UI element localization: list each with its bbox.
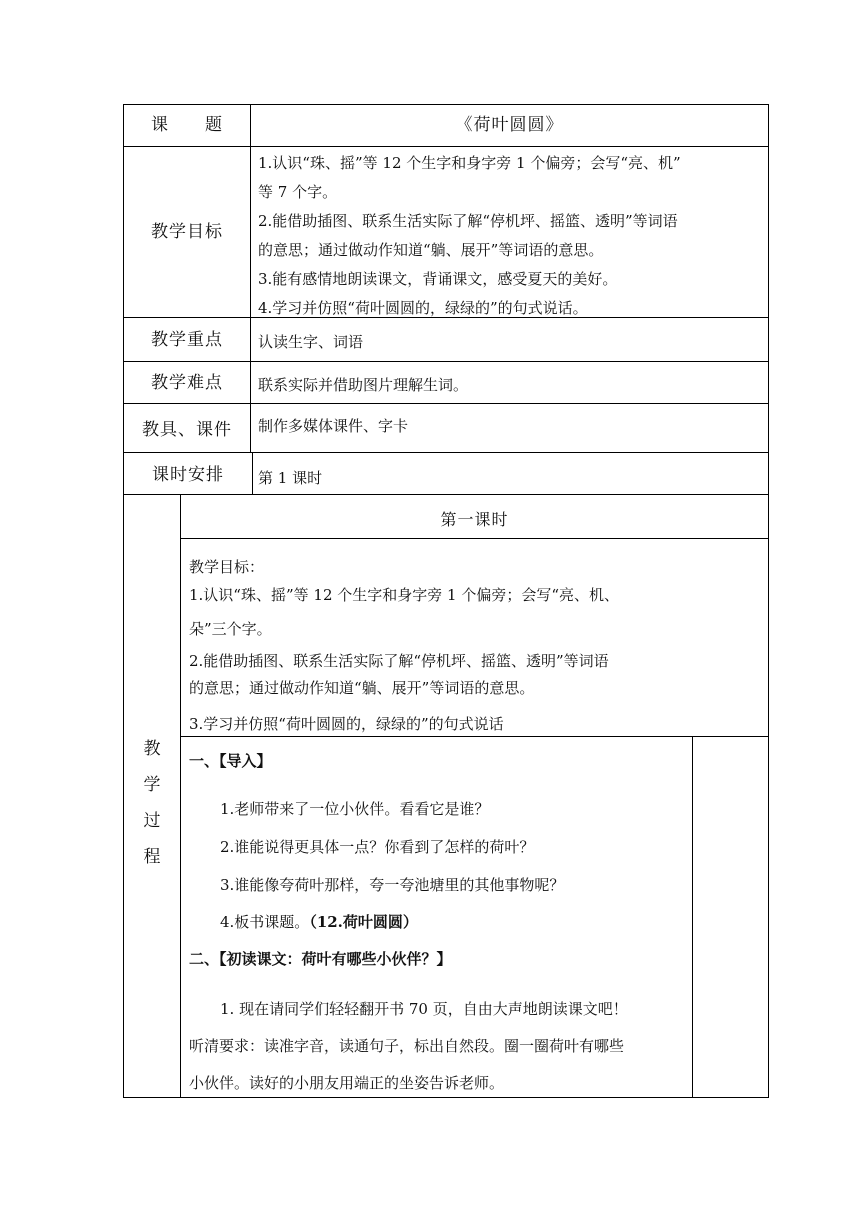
objectives-label: 教学目标 xyxy=(151,222,223,242)
paragraph-line: 听清要求：读准字音，读通句子，标出自然段。圈一圈荷叶有哪些 xyxy=(189,1037,625,1055)
notes-column-divider xyxy=(692,736,693,1097)
row-divider xyxy=(180,538,769,539)
schedule-value: 第 1 课时 xyxy=(258,469,323,487)
objective-line: 等 7 个字。 xyxy=(258,183,338,201)
list-item: 3.谁能像夸荷叶那样，夸一夸池塘里的其他事物呢？ xyxy=(220,876,565,894)
list-item xyxy=(220,911,418,932)
lesson-period-title: 第一课时 xyxy=(440,510,509,529)
objective-line: 2.能借助插图、联系生活实际了解“停机坪、摇篮、透明”等词语 xyxy=(258,212,678,230)
row-divider xyxy=(180,736,769,737)
section-heading: 一、【导入】 xyxy=(189,752,272,770)
difficulties-label: 教学难点 xyxy=(151,373,223,393)
table-border-bottom xyxy=(123,1097,769,1098)
schedule-label: 课时安排 xyxy=(152,465,224,485)
list-item-text: 4.板书课题。 xyxy=(220,913,310,931)
key-points-value: 认读生字、词语 xyxy=(258,333,364,351)
list-item: 1.老师带来了一位小伙伴。看看它是谁？ xyxy=(220,800,490,818)
objective-line: 的意思；通过做动作知道“躺、展开”等词语的意思。 xyxy=(258,241,604,259)
objective-line: 3.能有感情地朗读课文，背诵课文，感受夏天的美好。 xyxy=(258,270,618,288)
goal-line: 3.学习并仿照“荷叶圆圆的，绿绿的”的句式说话 xyxy=(189,715,504,733)
process-label-char: 程 xyxy=(143,847,161,867)
label-column-divider xyxy=(250,104,251,452)
lesson-title: 《荷叶圆圆》 xyxy=(455,115,564,135)
process-label-char: 教 xyxy=(143,739,161,759)
paragraph-line: 小伙伴。读好的小朋友用端正的坐姿告诉老师。 xyxy=(189,1074,505,1092)
goal-line: 教学目标： xyxy=(189,558,265,576)
key-points-label: 教学重点 xyxy=(151,330,223,350)
goal-line: 1.认识“珠、摇”等 12 个生字和身字旁 1 个偏旁；会写“亮、机、 xyxy=(189,586,620,604)
materials-label: 教具、课件 xyxy=(142,420,232,440)
process-label-char: 过 xyxy=(143,811,161,831)
objective-line: 4.学习并仿照“荷叶圆圆的，绿绿的”的句式说话。 xyxy=(258,299,588,317)
list-item: 2.谁能说得更具体一点？你看到了怎样的荷叶？ xyxy=(220,838,535,856)
board-title: （12.荷叶圆圆） xyxy=(309,913,418,931)
paragraph-line: 1. 现在请同学们轻轻翻开书 70 页，自由大声地朗读课文吧！ xyxy=(220,1000,628,1018)
process-label-char: 学 xyxy=(143,775,161,795)
objectives-content xyxy=(258,149,766,323)
process-column-divider xyxy=(180,494,181,1097)
section-heading: 二、【初读课文：荷叶有哪些小伙伴？】 xyxy=(189,950,452,968)
table-border-right xyxy=(768,104,769,1097)
objective-line: 1.认识“珠、摇”等 12 个生字和身字旁 1 个偏旁；会写“亮、机” xyxy=(258,154,681,172)
label-column-divider xyxy=(252,452,253,494)
materials-value: 制作多媒体课件、字卡 xyxy=(258,417,409,435)
difficulties-value: 联系实际并借助图片理解生词。 xyxy=(258,376,469,394)
goal-line: 朵”三个字。 xyxy=(189,620,272,638)
title-label: 课 题 xyxy=(151,115,223,135)
goal-line: 2.能借助插图、联系生活实际了解“停机坪、摇篮、透明”等词语 xyxy=(189,652,609,670)
goal-line: 的意思；通过做动作知道“躺、展开”等词语的意思。 xyxy=(189,679,535,697)
